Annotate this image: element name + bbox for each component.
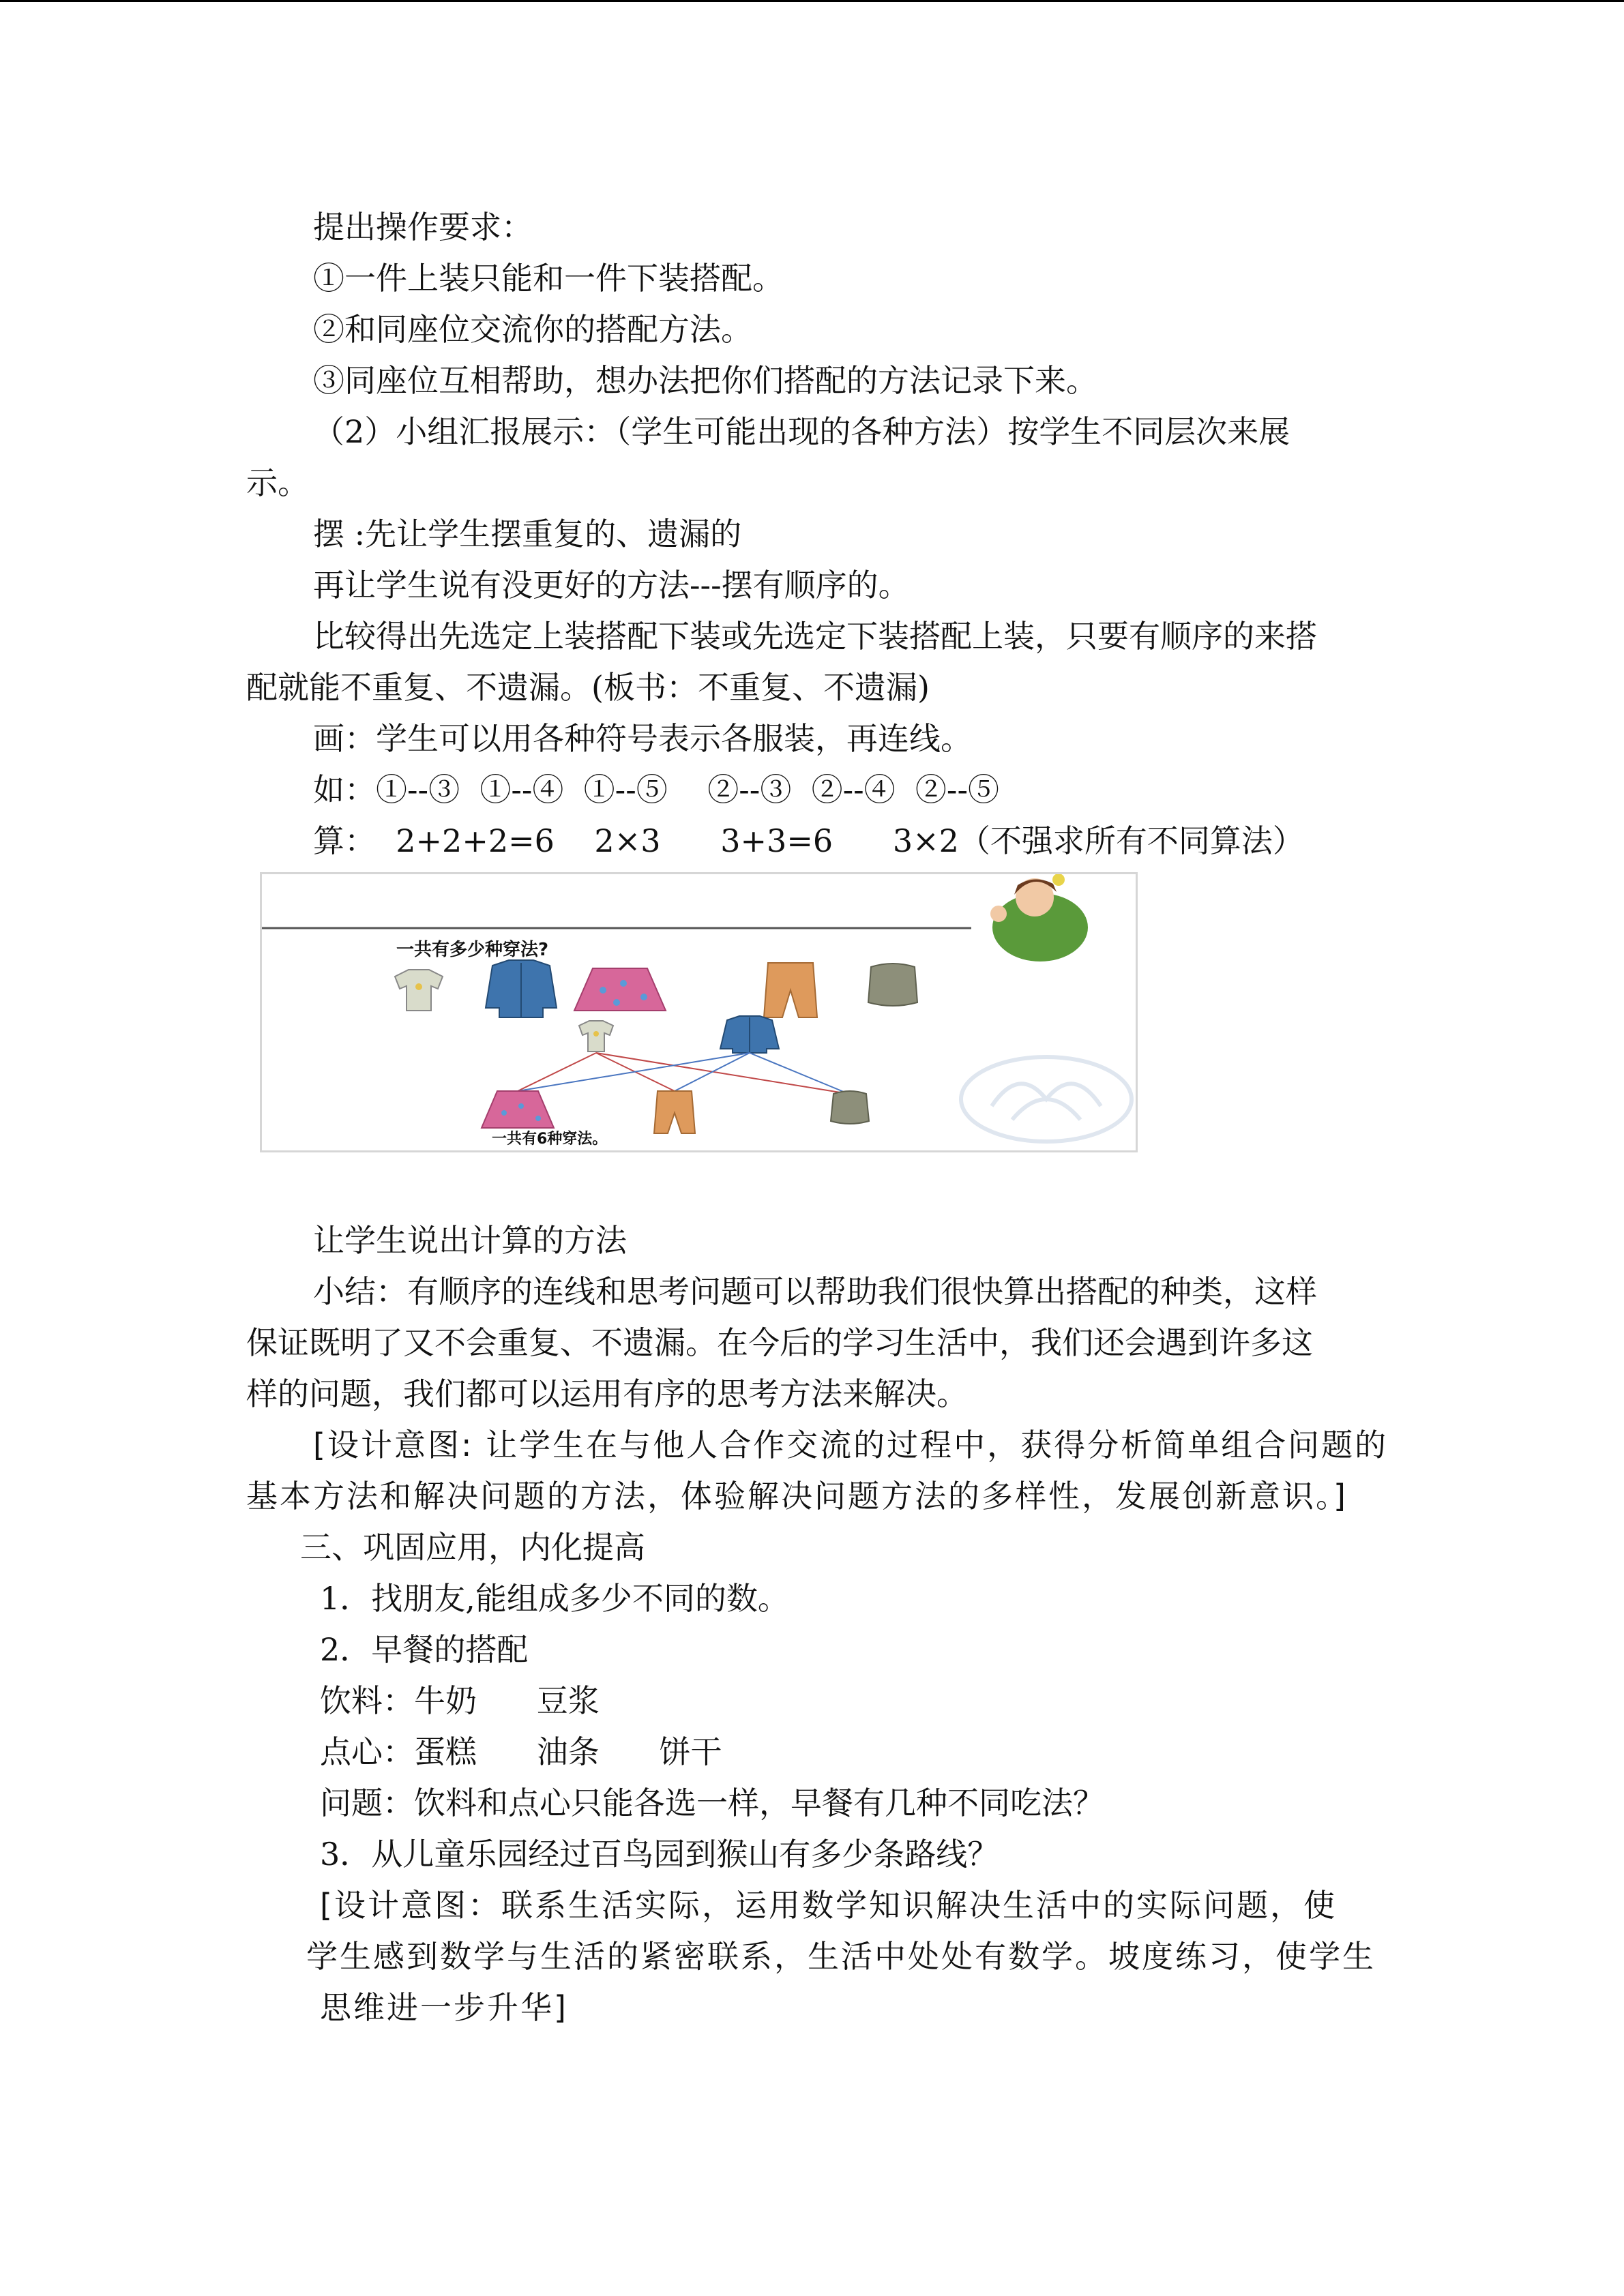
page-top-border bbox=[0, 0, 1624, 2]
connection-lines bbox=[518, 1053, 848, 1094]
text-line: 摆 :先让学生摆重复的、遗漏的 bbox=[313, 516, 742, 552]
text-line: 1．找朋友,能组成多少不同的数。 bbox=[320, 1580, 789, 1617]
text-line: 2．早餐的搭配 bbox=[320, 1631, 529, 1668]
text-line: 保证既明了又不会重复、不遗漏。在今后的学习生活中，我们还会遇到许多这 bbox=[246, 1324, 1313, 1361]
text-line: [设计意图：联系生活实际，运用数学知识解决生活中的实际问题，使 bbox=[320, 1887, 1337, 1924]
text-line: 思维进一步升华] bbox=[320, 1989, 568, 2026]
shorts-icon bbox=[654, 1091, 695, 1133]
t-shirt-icon bbox=[395, 970, 443, 1011]
jacket-icon bbox=[486, 960, 557, 1017]
text-line: 样的问题，我们都可以运用有序的思考方法来解决。 bbox=[246, 1375, 968, 1412]
skirt-icon bbox=[482, 1091, 554, 1128]
text-line: 画：学生可以用各种符号表示各服装，再连线。 bbox=[313, 720, 972, 757]
text-line: 饮料：牛奶 豆浆 bbox=[320, 1682, 600, 1719]
text-line: ①一件上装只能和一件下装搭配。 bbox=[313, 260, 784, 297]
text-line: 学生感到数学与生活的紧密联系，生活中处处有数学。坡度练习，使学生 bbox=[306, 1938, 1376, 1975]
text-line: 点心：蛋糕 油条 饼干 bbox=[320, 1733, 722, 1770]
text-line: 小结：有顺序的连线和思考问题可以帮助我们很快算出搭配的种类，这样 bbox=[313, 1273, 1317, 1310]
figure-title: 一共有多少种穿法? bbox=[396, 940, 549, 960]
text-line: 如：①--③ ①--④ ①--⑤ ②--③ ②--④ ②--⑤ bbox=[313, 771, 999, 808]
teacher-icon bbox=[990, 874, 1088, 961]
jacket-icon bbox=[720, 1016, 779, 1053]
text-line: [设计意图: 让学生在与他人合作交流的过程中，获得分析简单组合问题的 bbox=[313, 1427, 1389, 1463]
skirt-icon bbox=[574, 968, 666, 1011]
text-line: 提出操作要求： bbox=[313, 209, 533, 245]
text-line: 再让学生说有没更好的方法---摆有顺序的。 bbox=[313, 567, 910, 603]
short-skirt-icon bbox=[868, 964, 917, 1006]
text-line: 三、巩固应用，内化提高 bbox=[300, 1529, 645, 1566]
text-line: 问题：饮料和点心只能各选一样，早餐有几种不同吃法？ bbox=[320, 1785, 1104, 1821]
text-line: 让学生说出计算的方法 bbox=[313, 1222, 627, 1259]
t-shirt-icon bbox=[579, 1021, 613, 1052]
text-line: ③同座位互相帮助，想办法把你们搭配的方法记录下来。 bbox=[313, 362, 1097, 399]
clothing-combination-figure bbox=[260, 872, 1138, 1152]
text-line: ②和同座位交流你的搭配方法。 bbox=[313, 311, 752, 348]
shorts-icon bbox=[764, 963, 817, 1017]
short-skirt-icon bbox=[831, 1091, 869, 1124]
text-line: 3．从儿童乐园经过百鸟园到猴山有多少条路线？ bbox=[320, 1836, 999, 1873]
text-line: 算： 2+2+2=6 2×3 3+3=6 3×2（不强求所有不同算法） bbox=[313, 822, 1304, 859]
text-line: 比较得出先选定上装搭配下装或先选定下装搭配上装，只要有顺序的来搭 bbox=[313, 618, 1317, 655]
watermark-logo bbox=[961, 1057, 1132, 1142]
text-line: 配就能不重复、不遗漏。(板书：不重复、不遗漏) bbox=[246, 669, 930, 706]
figure-caption: 一共有6种穿法。 bbox=[492, 1131, 608, 1148]
text-line: 基本方法和解决问题的方法，体验解决问题方法的多样性，发展创新意识。] bbox=[246, 1478, 1348, 1515]
text-line: （2）小组汇报展示：（学生可能出现的各种方法）按学生不同层次来展 bbox=[313, 413, 1290, 450]
text-line: 示。 bbox=[246, 464, 309, 501]
